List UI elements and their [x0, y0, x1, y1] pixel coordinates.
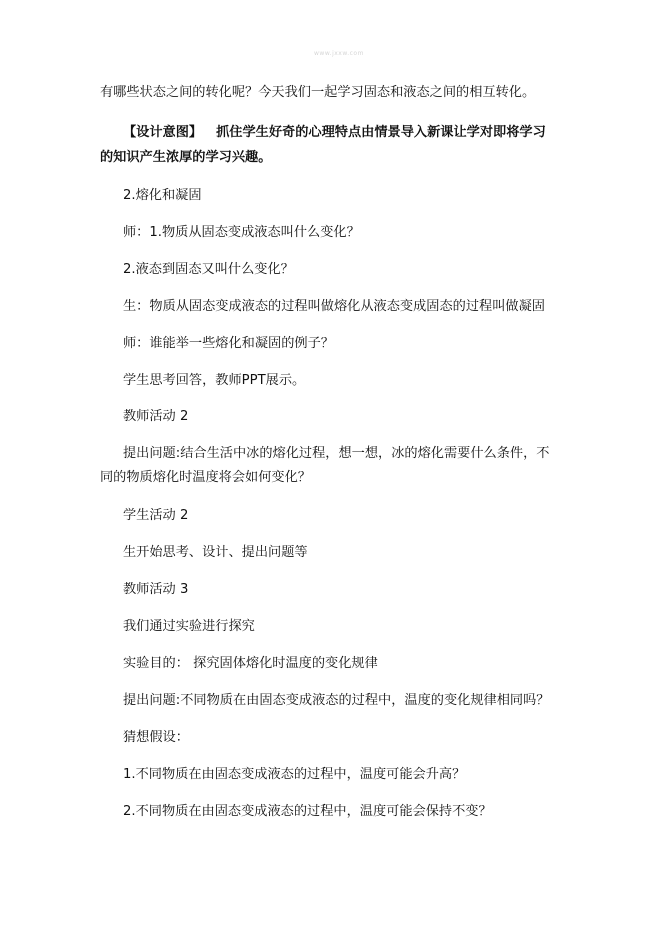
hypothesis-1: 1.不同物质在由固态变成液态的过程中，温度可能会升高？	[123, 767, 466, 782]
teacher-activity-2-heading: 教师活动 2	[123, 409, 189, 424]
watermark: www.jxxw.com	[314, 50, 364, 57]
question-line-1: 提出问题:结合生活中冰的熔化过程，想一想，冰的熔化需要什么条件，不	[123, 446, 550, 461]
student-activity-2-text: 生开始思考、设计、提出问题等	[123, 545, 308, 560]
hypothesis-2: 2.不同物质在由固态变成液态的过程中，温度可能会保持不变？	[123, 804, 492, 819]
experiment-intro: 我们通过实验进行探究	[123, 619, 255, 634]
experiment-purpose: 实验目的： 探究固体熔化时温度的变化规律	[123, 656, 378, 671]
teacher-activity-3-heading: 教师活动 3	[123, 582, 189, 597]
experiment-question: 提出问题:不同物质在由固态变成液态的过程中，温度的变化规律相同吗？	[123, 693, 550, 708]
teacher-question-2: 2.液态到固态又叫什么变化？	[123, 262, 294, 277]
design-intent-line-1	[123, 124, 546, 142]
question-line-2: 同的物质熔化时温度将会如何变化？	[100, 470, 311, 485]
student-think-answer: 学生思考回答，教师PPT展示。	[123, 373, 306, 388]
hypothesis-heading: 猜想假设：	[123, 730, 189, 745]
design-intent-text: 抓住学生好奇的心理特点由情景导入新课让学对即将学习	[216, 125, 546, 140]
teacher-question-1: 师：1.物质从固态变成液态叫什么变化？	[123, 225, 360, 240]
design-intent-line-2: 的知识产生浓厚的学习兴趣。	[100, 150, 272, 165]
student-answer: 生：物质从固态变成液态的过程叫做熔化从液态变成固态的过程叫做凝固	[123, 299, 545, 314]
teacher-examples-question: 师：谁能举一些熔化和凝固的例子？	[123, 336, 334, 351]
design-intent-tag: 【设计意图】	[123, 125, 203, 140]
paragraph-intro-continuation: 有哪些状态之间的转化呢？今天我们一起学习固态和液态之间的相互转化。	[100, 85, 536, 100]
student-activity-2-heading: 学生活动 2	[123, 508, 189, 523]
section-heading-melting: 2.熔化和凝固	[123, 188, 202, 203]
